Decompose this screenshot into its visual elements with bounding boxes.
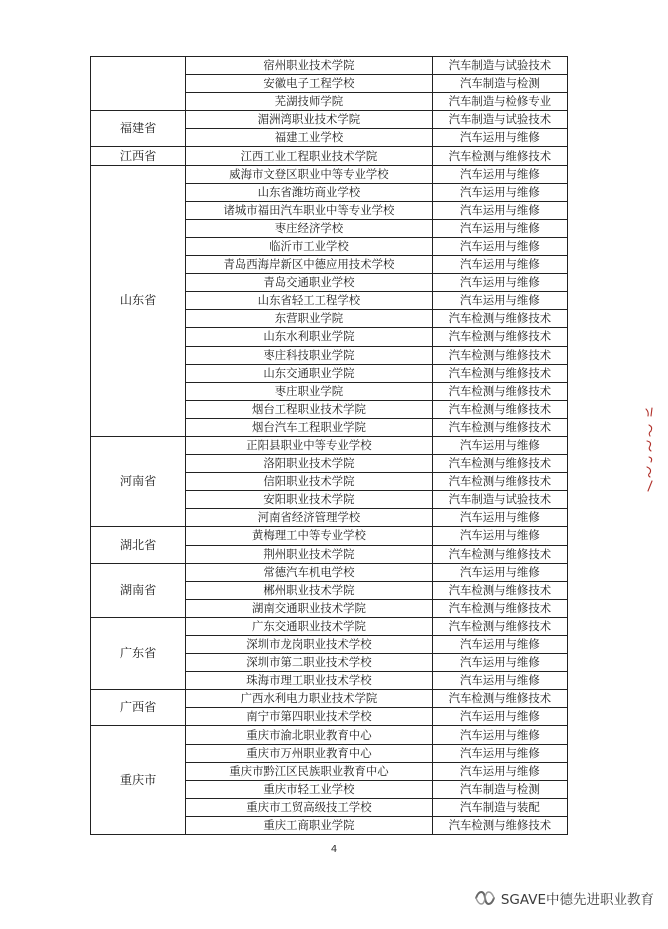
major-cell: 汽车检测与维修技术 bbox=[432, 364, 567, 382]
major-cell: 汽车检测与维修技术 bbox=[432, 400, 567, 418]
table-row bbox=[91, 165, 568, 183]
major-cell: 汽车检测与维修技术 bbox=[432, 473, 567, 491]
major-cell: 汽车运用与维修 bbox=[432, 219, 567, 237]
school-cell: 山东省潍坊商业学校 bbox=[186, 183, 433, 201]
school-cell: 安徽电子工程学校 bbox=[186, 75, 433, 93]
major-cell: 汽车运用与维修 bbox=[432, 744, 567, 762]
major-cell: 汽车运用与维修 bbox=[432, 237, 567, 255]
school-cell: 广东交通职业技术学院 bbox=[186, 617, 433, 635]
province-cell: 重庆市 bbox=[91, 726, 186, 835]
major-cell: 汽车检测与维修技术 bbox=[432, 346, 567, 364]
school-cell: 宿州职业技术学院 bbox=[186, 57, 433, 75]
table-body bbox=[91, 57, 568, 835]
school-cell: 荆州职业技术学院 bbox=[186, 545, 433, 563]
school-cell: 湖南交通职业技术学院 bbox=[186, 599, 433, 617]
province-cell: 广东省 bbox=[91, 617, 186, 689]
school-cell: 枣庄经济学校 bbox=[186, 219, 433, 237]
major-cell: 汽车运用与维修 bbox=[432, 636, 567, 654]
table-row bbox=[91, 563, 568, 581]
school-cell: 青岛交通职业学校 bbox=[186, 274, 433, 292]
school-cell: 洛阳职业技术学院 bbox=[186, 455, 433, 473]
major-cell: 汽车检测与维修技术 bbox=[432, 690, 567, 708]
province-cell: 江西省 bbox=[91, 147, 186, 165]
school-cell: 芜湖技师学院 bbox=[186, 93, 433, 111]
major-cell: 汽车检测与维修技术 bbox=[432, 147, 567, 165]
school-cell: 诸城市福田汽车职业中等专业学校 bbox=[186, 201, 433, 219]
table-row bbox=[91, 111, 568, 129]
major-cell: 汽车检测与维修技术 bbox=[432, 581, 567, 599]
major-cell: 汽车检测与维修技术 bbox=[432, 545, 567, 563]
handwritten-annotation bbox=[640, 405, 662, 495]
table-row bbox=[91, 690, 568, 708]
school-cell: 郴州职业技术学院 bbox=[186, 581, 433, 599]
major-cell: 汽车制造与检修专业 bbox=[432, 93, 567, 111]
province-cell: 河南省 bbox=[91, 436, 186, 526]
table-row bbox=[91, 726, 568, 744]
major-cell: 汽车检测与维修技术 bbox=[432, 310, 567, 328]
major-cell: 汽车制造与装配 bbox=[432, 798, 567, 816]
school-cell: 福建工业学校 bbox=[186, 129, 433, 147]
major-cell: 汽车运用与维修 bbox=[432, 726, 567, 744]
major-cell: 汽车运用与维修 bbox=[432, 563, 567, 581]
school-cell: 南宁市第四职业技术学校 bbox=[186, 708, 433, 726]
wechat-channel-icon bbox=[474, 889, 496, 907]
major-cell: 汽车运用与维修 bbox=[432, 708, 567, 726]
school-cell: 河南省经济管理学校 bbox=[186, 509, 433, 527]
school-cell: 威海市文登区职业中等专业学校 bbox=[186, 165, 433, 183]
province-cell: 广西省 bbox=[91, 690, 186, 726]
major-cell: 汽车运用与维修 bbox=[432, 509, 567, 527]
school-cell: 珠海市理工职业技术学校 bbox=[186, 672, 433, 690]
table-row bbox=[91, 147, 568, 165]
school-cell: 信阳职业技术学院 bbox=[186, 473, 433, 491]
school-cell: 正阳县职业中等专业学校 bbox=[186, 436, 433, 454]
school-cell: 安阳职业技术学院 bbox=[186, 491, 433, 509]
major-cell: 汽车运用与维修 bbox=[432, 292, 567, 310]
major-cell: 汽车制造与试验技术 bbox=[432, 491, 567, 509]
table-row bbox=[91, 436, 568, 454]
province-cell: 湖南省 bbox=[91, 563, 186, 617]
major-cell: 汽车制造与试验技术 bbox=[432, 111, 567, 129]
major-cell: 汽车检测与维修技术 bbox=[432, 382, 567, 400]
school-cell: 深圳市第二职业技术学校 bbox=[186, 654, 433, 672]
school-cell: 重庆市万州职业教育中心 bbox=[186, 744, 433, 762]
school-cell: 枣庄职业学院 bbox=[186, 382, 433, 400]
major-cell: 汽车运用与维修 bbox=[432, 165, 567, 183]
school-cell: 重庆市渝北职业教育中心 bbox=[186, 726, 433, 744]
school-cell: 山东省轻工工程学校 bbox=[186, 292, 433, 310]
school-major-table bbox=[90, 56, 568, 835]
major-cell: 汽车检测与维修技术 bbox=[432, 617, 567, 635]
school-cell: 青岛西海岸新区中德应用技术学校 bbox=[186, 256, 433, 274]
table-row bbox=[91, 617, 568, 635]
major-cell: 汽车运用与维修 bbox=[432, 274, 567, 292]
school-cell: 烟台汽车工程职业学院 bbox=[186, 418, 433, 436]
province-cell: 湖北省 bbox=[91, 527, 186, 563]
school-cell: 深圳市龙岗职业技术学校 bbox=[186, 636, 433, 654]
province-cell bbox=[91, 57, 186, 111]
school-cell: 东营职业学院 bbox=[186, 310, 433, 328]
watermark-text: SGAVE中德先进职业教育 bbox=[500, 892, 654, 908]
province-cell: 山东省 bbox=[91, 165, 186, 436]
school-cell: 烟台工程职业技术学院 bbox=[186, 400, 433, 418]
school-cell: 重庆市工贸高级技工学校 bbox=[186, 798, 433, 816]
school-cell: 常德汽车机电学校 bbox=[186, 563, 433, 581]
major-cell: 汽车运用与维修 bbox=[432, 256, 567, 274]
school-cell: 湄洲湾职业技术学院 bbox=[186, 111, 433, 129]
table-row bbox=[91, 527, 568, 545]
watermark bbox=[474, 888, 654, 908]
major-cell: 汽车运用与维修 bbox=[432, 183, 567, 201]
province-cell: 福建省 bbox=[91, 111, 186, 147]
major-cell: 汽车制造与检测 bbox=[432, 75, 567, 93]
school-cell: 山东交通职业学院 bbox=[186, 364, 433, 382]
major-cell: 汽车运用与维修 bbox=[432, 672, 567, 690]
major-cell: 汽车制造与试验技术 bbox=[432, 57, 567, 75]
school-cell: 黄梅理工中等专业学校 bbox=[186, 527, 433, 545]
major-cell: 汽车检测与维修技术 bbox=[432, 599, 567, 617]
school-cell: 山东水利职业学院 bbox=[186, 328, 433, 346]
school-cell: 枣庄科技职业学院 bbox=[186, 346, 433, 364]
school-cell: 广西水利电力职业技术学院 bbox=[186, 690, 433, 708]
school-cell: 江西工业工程职业技术学院 bbox=[186, 147, 433, 165]
major-cell: 汽车运用与维修 bbox=[432, 527, 567, 545]
school-cell: 临沂市工业学校 bbox=[186, 237, 433, 255]
major-cell: 汽车制造与检测 bbox=[432, 780, 567, 798]
school-cell: 重庆工商职业学院 bbox=[186, 816, 433, 834]
major-cell: 汽车检测与维修技术 bbox=[432, 328, 567, 346]
table-row bbox=[91, 57, 568, 75]
major-cell: 汽车检测与维修技术 bbox=[432, 455, 567, 473]
major-cell: 汽车运用与维修 bbox=[432, 436, 567, 454]
major-cell: 汽车运用与维修 bbox=[432, 762, 567, 780]
major-cell: 汽车检测与维修技术 bbox=[432, 418, 567, 436]
major-cell: 汽车运用与维修 bbox=[432, 129, 567, 147]
page-number: 4 bbox=[330, 844, 338, 855]
school-cell: 重庆市黔江区民族职业教育中心 bbox=[186, 762, 433, 780]
major-cell: 汽车检测与维修技术 bbox=[432, 816, 567, 834]
major-cell: 汽车运用与维修 bbox=[432, 654, 567, 672]
school-cell: 重庆市轻工业学校 bbox=[186, 780, 433, 798]
major-cell: 汽车运用与维修 bbox=[432, 201, 567, 219]
